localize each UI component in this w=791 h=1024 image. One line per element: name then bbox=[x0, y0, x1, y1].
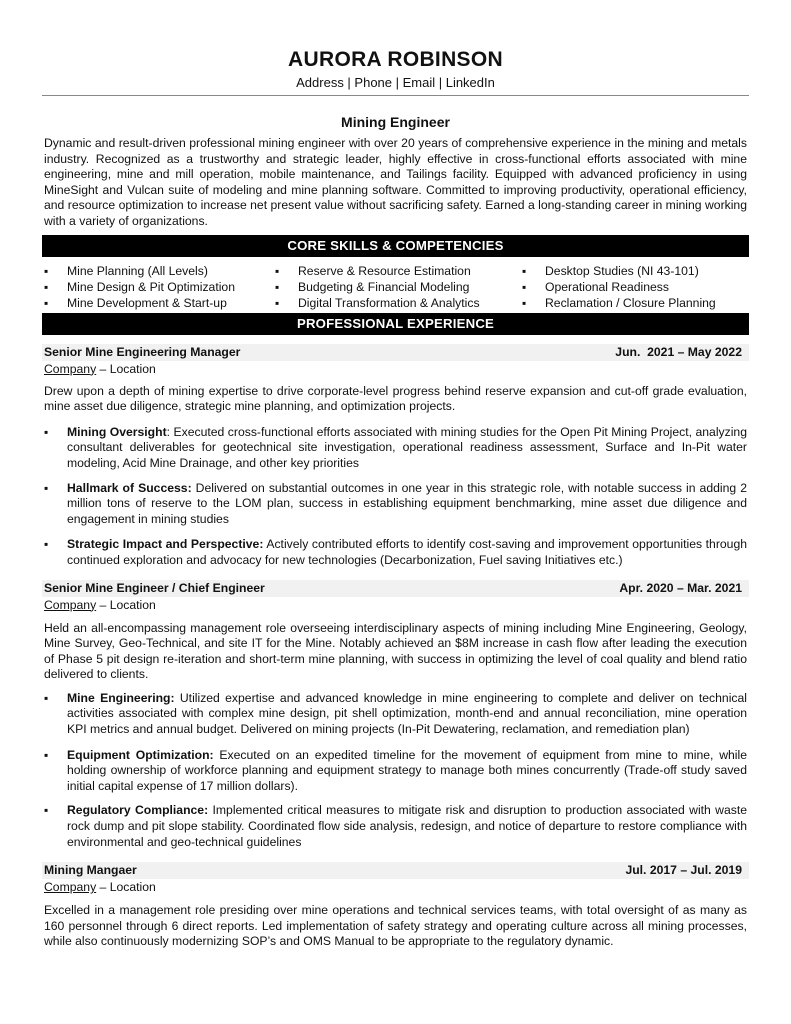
job-header bbox=[42, 862, 749, 879]
job-company-line bbox=[42, 361, 749, 377]
skills-column-1 bbox=[42, 263, 273, 313]
achievement-item bbox=[42, 803, 747, 850]
achievement-text: Utilized expertise and advanced knowledge in mine engineering to complete and deliver on technical activities associated with complex mine design, pit shell optimization, month-end and annual reconciliation, mine operation KPI metrics and annual budget. Delivered on mining projects (In-Pit Dewatering, reclamation, and remediation plan) bbox=[67, 690, 747, 737]
job-company-line bbox=[42, 597, 749, 613]
skill-item: ▪ Mine Planning (All Levels) bbox=[42, 263, 273, 279]
job-title: Mining Engineer bbox=[341, 114, 450, 130]
company-name: Company bbox=[44, 361, 97, 376]
candidate-name: AURORA ROBINSON bbox=[288, 48, 503, 71]
skill-item: ▪ Budgeting & Financial Modeling bbox=[273, 279, 520, 295]
achievement-text: Actively contributed efforts to identify cost-saving and improvement opportunities through continued exploration and advocacy for new technologies (Decarbonization, Fuel saving Initiatives etc.) bbox=[67, 537, 747, 567]
header-divider bbox=[42, 95, 749, 96]
resume-page bbox=[42, 0, 749, 950]
job-summary: Held an all-encompassing management role overseeing interdisciplinary aspects of mining including Mine Engineering, Geology, Mine Survey, Geo-Technical, and site IT for the Mine. Notably achieved an $8M increase in cash flow after leading the execution of Phase 5 pit design re-iteration and short-term mine planning, with success in optimizing the level of coal quality and blend ratio delivered to clients. bbox=[44, 620, 747, 682]
skills-list bbox=[42, 263, 749, 313]
achievement-item bbox=[42, 691, 747, 738]
achievement-item bbox=[42, 537, 747, 568]
skill-item: ▪ Reclamation / Closure Planning bbox=[520, 295, 749, 311]
experience-heading: PROFESSIONAL EXPERIENCE bbox=[42, 313, 749, 335]
skills-heading: CORE SKILLS & COMPETENCIES bbox=[42, 235, 749, 257]
contact-line: Address | Phone | Email | LinkedIn bbox=[296, 75, 495, 90]
skill-item: ▪ Operational Readiness bbox=[520, 279, 749, 295]
skill-item: ▪ Digital Transformation & Analytics bbox=[273, 295, 520, 311]
job-role: Senior Mine Engineer / Chief Engineer bbox=[44, 580, 265, 595]
skill-item: ▪ Reserve & Resource Estimation bbox=[273, 263, 520, 279]
achievement-lead: Strategic Impact and Perspective: bbox=[67, 537, 264, 552]
summary-paragraph: Dynamic and result-driven professional mining engineer with over 20 years of comprehensive experience in the mining and metals industry. Recognized as a trustworthy and strategic leader, highly effective in cross-functional efforts associated with mine engineering, mine and mill operation, mobile maintenance, and Tailings facility. Equipped with advanced proficiency in using MineSight and Vulcan suite of modeling and mine planning software. Committed to improving productivity, operational efficiency, and resource optimization to increase net present value without sacrificing safety. Earned a long-standing career in mining working with a variety of organizations. bbox=[44, 136, 747, 228]
achievement-lead: Regulatory Compliance: bbox=[67, 803, 209, 818]
job-header bbox=[42, 344, 749, 361]
achievement-text: Implemented critical measures to mitigate risk and disruption to production associated with waste rock dump and pit slope stability. Coordinated flow side analysis, redesign, and notice of departure to restore compliance with environmental and geo-technical guidelines bbox=[67, 803, 748, 849]
achievement-item bbox=[42, 481, 747, 528]
job-dates: Jun. 2021 – May 2022 bbox=[615, 344, 742, 359]
achievement-lead: Equipment Optimization: bbox=[67, 747, 214, 762]
achievement-text: Delivered on substantial outcomes in one year in this strategic role, with notable success in adding 2 million tons of reserve to the LOM plan, success in establishing equipment benchmarking, mine asset due diligence and engagement in mining studies bbox=[67, 480, 747, 526]
job-summary: Excelled in a management role presiding over mine operations and technical services teams, with total oversight of as many as 160 personnel through 6 direct reports. Led implementation of safety strategy and operating culture across all mining processes, while also continuously modernizing SOP’s and OMS Manual to be appropriate to the regulatory dynamic. bbox=[44, 903, 747, 949]
company-location: – Location bbox=[96, 597, 156, 612]
achievement-item bbox=[42, 425, 747, 472]
company-name: Company bbox=[44, 597, 97, 612]
job-achievements bbox=[42, 691, 749, 850]
achievement-text: : Executed cross-functional efforts associated with mining studies for the Open Pit Mining Project, analyzing consultant deliverables for geotechnical site investigation, operational readiness assessment, Surface and In-Pit water modeling, Acid Mine Drainage, and other key priorities bbox=[67, 424, 747, 470]
achievement-lead: Hallmark of Success: bbox=[67, 480, 192, 495]
achievement-item bbox=[42, 748, 747, 795]
company-location: – Location bbox=[96, 361, 156, 376]
skills-column-2 bbox=[273, 263, 520, 313]
skill-item: ▪ Mine Development & Start-up bbox=[42, 295, 273, 311]
skill-item: ▪ Mine Design & Pit Optimization bbox=[42, 279, 273, 295]
job-role: Mining Mangaer bbox=[44, 863, 137, 878]
company-name: Company bbox=[44, 880, 97, 895]
achievement-lead: Mine Engineering: bbox=[67, 690, 175, 705]
job-achievements bbox=[42, 425, 749, 569]
achievement-text: Executed on an expedited timeline for the movement of equipment from mine to mine, while holding ownership of workforce planning and equipment strategy to manage both mines concurrently (Trade-off study saved initial capital expense of 17 million dollars). bbox=[67, 747, 747, 793]
job-dates: Apr. 2020 – Mar. 2021 bbox=[619, 580, 742, 595]
job-header bbox=[42, 580, 749, 597]
job-dates: Jul. 2017 – Jul. 2019 bbox=[625, 863, 742, 878]
job-company-line bbox=[42, 879, 749, 895]
job-summary: Drew upon a depth of mining expertise to drive corporate-level progress behind reserve expansion and cut-off grade evaluation, mine asset due diligence, strategic mine planning, and optimization projects. bbox=[44, 383, 747, 414]
skills-column-3 bbox=[520, 263, 749, 313]
job-role: Senior Mine Engineering Manager bbox=[44, 344, 241, 359]
achievement-lead: Mining Oversight bbox=[67, 424, 167, 439]
skill-item: ▪ Desktop Studies (NI 43-101) bbox=[520, 263, 749, 279]
company-location: – Location bbox=[96, 880, 156, 895]
